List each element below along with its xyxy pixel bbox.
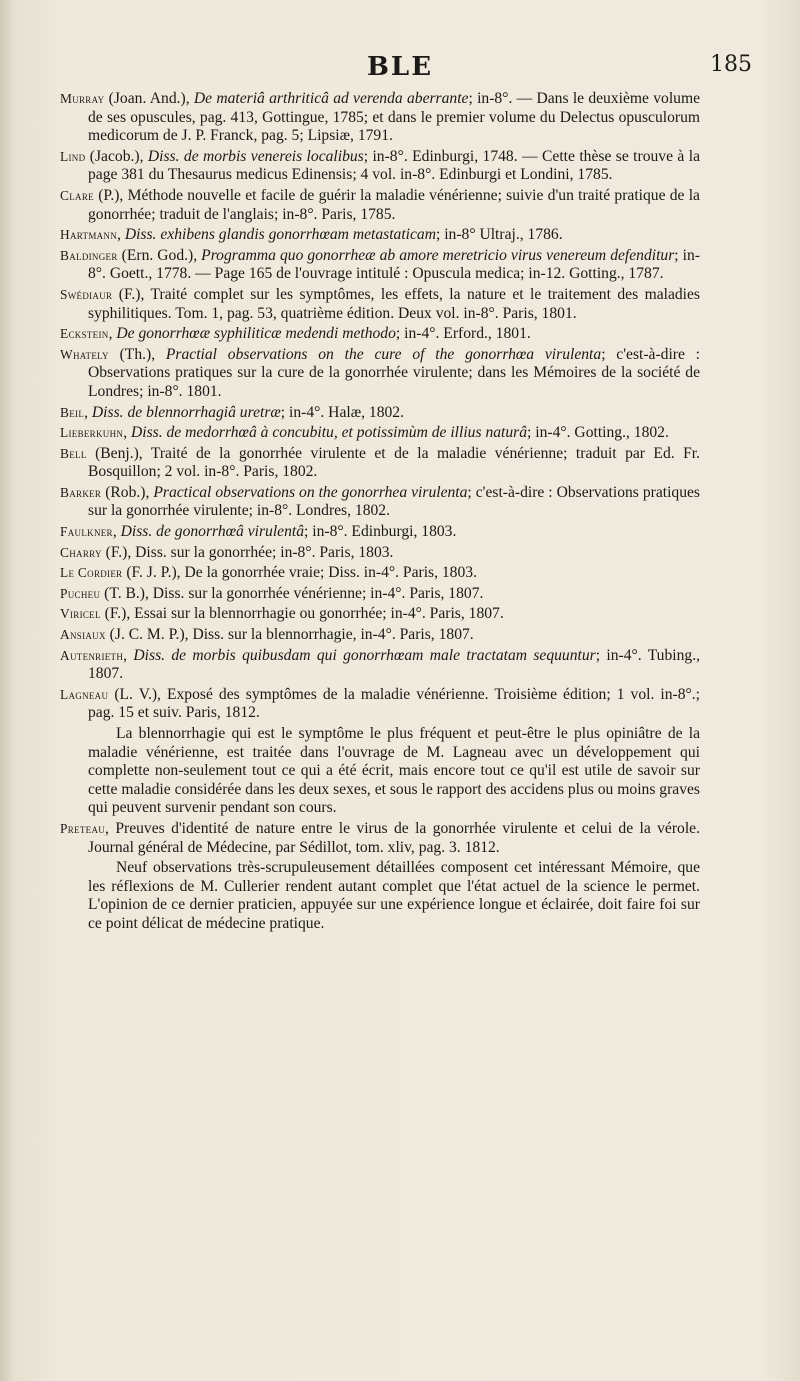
bibliography-entry (60, 564, 700, 583)
entry-details: ; in-4°. Erford., 1801. (395, 325, 531, 343)
entry-details: Preuves d'identité de nature entre le virus de la gonorrhée virulente et celui de la vérole. Journal général de Médecine, par Sédillot, tom. xliv, pag. 3. 1812. (88, 819, 700, 856)
entry-details: Diss. sur la gonorrhée; in-8°. Paris, 1803. (135, 543, 394, 561)
author-name: Beil (60, 404, 85, 420)
bibliography-entry (60, 605, 700, 624)
author-name: Swédiaur (60, 286, 113, 302)
work-title: Diss. de morbis quibusdam qui gonorrhœam male tractatam sequuntur (133, 646, 596, 664)
bibliography-entry (60, 187, 700, 224)
author-detail: (Th.), (108, 345, 166, 363)
entry-details: ; in-8°. Edinburgi, 1748. — Cette thèse se trouve à la page 381 du Thesaurus medicus Edinensis; 4 vol. in-8°. Edinburgi et Londini, 1785. (88, 147, 700, 184)
author-name: Le Cordier (60, 565, 123, 581)
work-title: Diss. de morbis venereis localibus (147, 147, 364, 165)
entry-details: ; in-4°. Gotting., 1802. (527, 424, 669, 442)
entry-details: ; in-8°. Edinburgi, 1803. (304, 523, 457, 541)
work-title: Practical observations on the gonorrhea virulenta (153, 483, 468, 501)
page-number: 185 (710, 52, 752, 77)
author-detail: , (112, 523, 121, 541)
bibliography-entry (60, 226, 700, 245)
work-title: Practial observations on the cure of the gonorrhœa virulenta (165, 345, 602, 363)
entry-details: ; in-8°. Goett., 1778. — Page 165 de l'ouvrage intitulé : Opuscula medica; in-12. Gotting., 1787. (88, 246, 700, 283)
author-name: Clare (60, 187, 94, 203)
author-name: Hartmann (60, 227, 118, 243)
entry-details: Exposé des symptômes de la maladie vénérienne. Troisième édition; 1 vol. in-8°.; pag. 15 et suiv. Paris, 1812. (88, 685, 700, 722)
work-title: Diss. de blennorrhagiâ uretræ (91, 403, 281, 421)
entry-details: Diss. sur la blennorrhagie, in-4°. Paris, 1807. (192, 626, 474, 644)
entry-details: ; in-8° Ultraj., 1786. (435, 226, 563, 244)
author-name: Preteau (60, 820, 106, 836)
author-name: Bell (60, 445, 87, 461)
author-name: Eckstein (60, 326, 109, 342)
work-title: Diss. de medorrhœâ à concubitu, et potissimùm de illius naturâ (130, 424, 528, 442)
author-detail: (Benj.), (86, 444, 151, 462)
author-detail: , (105, 819, 116, 837)
author-name: Barker (60, 484, 102, 500)
author-name: Baldinger (60, 247, 118, 263)
author-name: Viricel (60, 606, 101, 622)
author-detail: (L. V.), (108, 685, 167, 703)
author-detail: , (117, 226, 125, 244)
author-detail: (F. J. P.), (122, 564, 185, 582)
author-detail: (Rob.), (101, 483, 154, 501)
bibliography-list (60, 90, 700, 936)
author-name: Pucheu (60, 585, 101, 601)
work-title: De gonorrhœæ syphiliticæ medendi methodo (116, 325, 396, 343)
bibliography-entry (60, 484, 700, 521)
author-name: Faulkner (60, 524, 113, 540)
author-name: Murray (60, 91, 105, 106)
bibliography-entry (60, 346, 700, 402)
bibliography-entry (60, 820, 700, 857)
author-detail: (Joan. And.), (104, 90, 194, 107)
entry-details: ; in-4°. Tubing., 1807. (88, 646, 700, 683)
author-detail: (F.), (101, 543, 136, 561)
commentary-paragraph: La blennorrhagie qui est le symptôme le plus fréquent et peut-être le plus opiniâtre de la maladie vénérienne, est traitée dans l'ouvrage de M. Lagneau avec un développement qui complette non-seulement tout ce qui a été écrit, mais encore tout ce qu'il est utile de savoir sur cette maladie considérée dans les deux sexes, et sous le rapport des accidens plus ou moins graves qui peuvent survenir pendant son cours. (88, 725, 700, 817)
author-name: Lagneau (60, 686, 109, 702)
commentary-paragraph: Neuf observations très-scrupuleusement détaillées composent cet intéressant Mémoire, que les réflexions de M. Cullerier rendent autant complet que l'état actuel de la science le permet. L'opinion de ce dernier praticien, appuyée sur une expérience longue et éclairée, doit faire foi sur ce point délicat de médecine pratique. (88, 859, 700, 932)
entry-details: De la gonorrhée vraie; Diss. in-4°. Paris, 1803. (184, 564, 477, 582)
bibliography-entry (60, 325, 700, 344)
entry-details: Traité de la gonorrhée virulente et de la maladie vénérienne; traduit par Ed. Fr. Bosquillon; 2 vol. in-8°. Paris, 1802. (88, 444, 700, 481)
author-detail: (T. B.), (100, 584, 153, 602)
page-header (40, 52, 760, 86)
entry-details: ; c'est-à-dire : Observations pratiques sur la gonorrhée virulente; in-8°. Londres, 1802. (88, 483, 701, 520)
author-detail: (Ern. God.), (117, 246, 202, 264)
running-head: BLE (366, 52, 434, 82)
work-title: Diss. de gonorrhœâ virulentâ (120, 523, 305, 541)
author-detail: , (123, 646, 134, 664)
entry-details: ; c'est-à-dire : Observations pratiques sur la cure de la gonorrhée virulente; dans les Mémoires de la société de Londres; in-8°. 1801. (88, 345, 701, 400)
bibliography-entry (60, 544, 700, 563)
entry-details: Essai sur la blennorrhagie ou gonorrhée; in-4°. Paris, 1807. (134, 605, 504, 623)
bibliography-entry (60, 686, 700, 723)
entry-details: Traité complet sur les symptômes, les effets, la nature et le traitement des maladies syphilitiques. Tom. 1, pag. 53, quatrième édition. Deux vol. in-8°. Paris, 1801. (88, 285, 701, 322)
entry-details: Diss. sur la gonorrhée vénérienne; in-4°. Paris, 1807. (152, 584, 484, 602)
entry-details: Méthode nouvelle et facile de guérir la maladie vénérienne; suivie d'un traité pratique de la gonorrhée; traduit de l'anglais; in-8°. Paris, 1785. (88, 186, 700, 223)
bibliography-entry (60, 626, 700, 645)
bibliography-entry (60, 523, 700, 542)
entry-details: ; in-4°. Halæ, 1802. (280, 403, 404, 421)
work-title: Diss. exhibens glandis gonorrhœam metastaticam (124, 226, 436, 244)
author-name: Lieberkuhn (60, 425, 124, 441)
bibliography-entry (60, 90, 700, 146)
bibliography-entry (60, 247, 700, 284)
bibliography-entry (60, 445, 700, 482)
bibliography-entry (60, 404, 700, 423)
author-name: Whately (60, 346, 109, 362)
author-name: Lind (60, 148, 86, 164)
bibliography-entry (60, 148, 700, 185)
author-detail: , (84, 403, 92, 421)
bibliography-entry (60, 647, 700, 684)
entry-details: ; in-8°. — Dans le deuxième volume de ses opuscules, pag. 413, Gottingue, 1785; et dans le premier volume du Delectus opusculorum medicorum de J. P. Franck, pag. 5; Lipsiæ, 1791. (88, 90, 701, 145)
work-title: Programma quo gonorrheæ ab amore meretricio virus venereum defenditur (201, 246, 675, 264)
author-detail: , (108, 325, 117, 343)
author-name: Ansiaux (60, 627, 106, 643)
author-detail: (F.), (112, 285, 151, 303)
bibliography-entry (60, 585, 700, 604)
author-detail: (P.), (93, 186, 128, 204)
bibliography-entry (60, 424, 700, 443)
author-detail: (F.), (100, 605, 135, 623)
author-name: Autenrieth (60, 647, 124, 663)
work-title: De materiâ arthriticâ ad verenda aberrante (193, 90, 469, 107)
bibliography-entry (60, 286, 700, 323)
author-name: Charry (60, 544, 102, 560)
author-detail: , (123, 424, 131, 442)
author-detail: (J. C. M. P.), (105, 626, 193, 644)
author-detail: (Jacob.), (85, 147, 148, 165)
